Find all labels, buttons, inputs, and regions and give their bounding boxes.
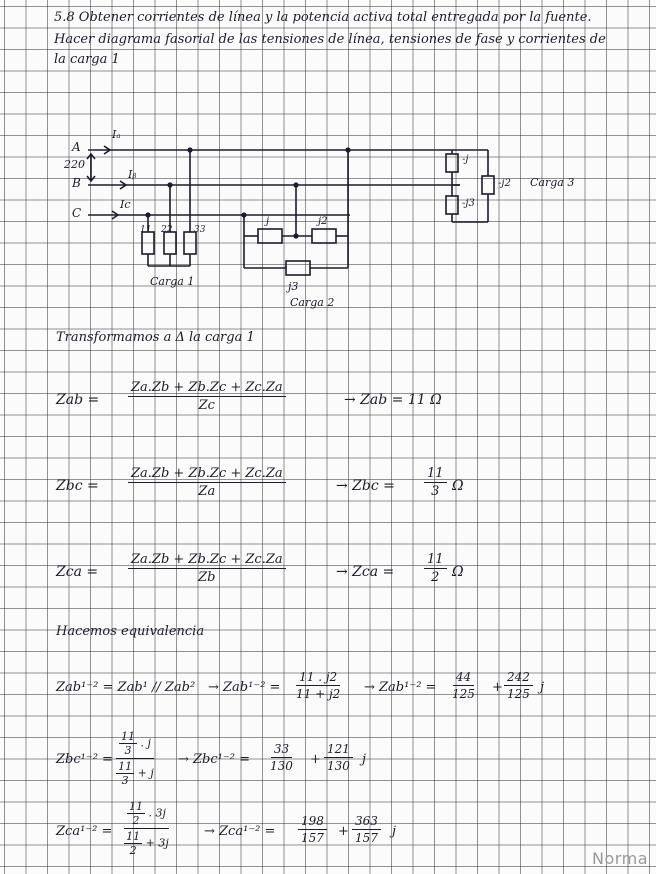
eq3-real-numerator: 198 — [298, 814, 327, 830]
eq2-denominator-row — [116, 759, 154, 787]
eq2-imag-denominator: 130 — [327, 759, 350, 773]
zab-numerator: Za.Zb + Zb.Zc + Zc.Za — [128, 380, 286, 397]
current-b-label: Iᵦ — [128, 168, 137, 181]
eq1-fraction — [296, 670, 340, 701]
eq3-lhs: Zca¹⁻² = — [56, 824, 113, 839]
eq2-imag-numerator: 121 — [324, 742, 353, 758]
eq2-real-denominator: 130 — [270, 759, 293, 773]
eq1-j: j — [540, 680, 545, 695]
eq1-numerator: 11 . j2 — [296, 670, 340, 686]
eq2-den-add: + j — [137, 766, 154, 780]
zab-denominator: Zc — [198, 398, 215, 413]
zca-result-numerator: 11 — [424, 552, 447, 569]
zbc-fraction — [128, 466, 286, 499]
load2-z1-label: j — [266, 216, 270, 227]
current-c-label: Ic — [120, 198, 131, 211]
eq1-arrow: → Zab¹⁻² = — [364, 680, 437, 695]
load1-z2-label: 22 — [161, 225, 173, 235]
eq3-plus: + — [338, 824, 349, 839]
eq3-den-bot: 2 — [129, 844, 137, 857]
zbc-denominator: Za — [198, 484, 216, 499]
eq2-den-top: 11 — [118, 760, 133, 773]
load1-z3-label: 33 — [194, 225, 206, 235]
section2-heading: Hacemos equivalencia — [56, 624, 205, 639]
zab-result: → Zab = 11 Ω — [344, 392, 442, 408]
circuit-diagram — [0, 0, 656, 330]
zca-denominator: Zb — [198, 570, 216, 585]
eq2-arrow: → Zbc¹⁻² = — [178, 752, 250, 767]
zbc-result-fraction — [424, 466, 447, 499]
load2-z3-label: j3 — [288, 280, 299, 293]
eq1-real-fraction — [452, 670, 475, 701]
eq1-imag-fraction — [504, 670, 533, 701]
eq1-plus: + — [492, 680, 503, 695]
eq2-plus: + — [310, 752, 321, 767]
eq1-imag-numerator: 242 — [504, 670, 533, 686]
watermark-logo: Norma — [592, 849, 648, 868]
eq2-num-mult: . j — [140, 736, 151, 750]
eq2-lhs: Zbc¹⁻² = — [56, 752, 113, 767]
zbc-unit: Ω — [452, 478, 464, 494]
load2-label: Carga 2 — [290, 296, 335, 309]
problem-line-3: la carga 1 — [54, 52, 120, 67]
load3-z3-label: -j2 — [498, 178, 511, 189]
eq1-lhs: Zab¹⁻² = Zab¹ // Zab² — [56, 680, 196, 695]
zbc-result-prefix: → Zbc = — [336, 478, 395, 494]
zbc-result-denominator: 3 — [431, 484, 440, 499]
node-b-label: B — [72, 176, 81, 190]
node-c-label: C — [72, 206, 82, 220]
load1-z1-label: 11 — [140, 225, 152, 235]
eq1-real-numerator: 44 — [453, 670, 474, 686]
eq3-j: j — [392, 824, 397, 839]
eq2-numerator-row — [116, 730, 154, 759]
node-a-label: A — [72, 140, 81, 154]
section1-heading: Transformamos a Δ la carga 1 — [56, 330, 255, 345]
zbc-result-numerator: 11 — [424, 466, 447, 483]
eq3-num-top: 11 — [129, 800, 143, 813]
eq2-numerator-inner-fraction — [119, 730, 137, 757]
zca-fraction — [128, 552, 286, 585]
eq1-real-denominator: 125 — [452, 687, 475, 701]
zca-result-fraction — [424, 552, 447, 585]
eq3-imag-numerator: 363 — [352, 814, 381, 830]
problem-line-2: Hacer diagrama fasorial de las tensiones de línea, tensiones de fase y corrientes de — [54, 32, 606, 47]
load3-label: Carga 3 — [530, 176, 575, 189]
eq2-real-numerator: 33 — [271, 742, 292, 758]
problem-line-1: 5.8 Obtener corrientes de línea y la potencia activa total entregada por la fuente. — [54, 10, 592, 25]
eq3-arrow: → Zca¹⁻² = — [204, 824, 276, 839]
zca-unit: Ω — [452, 564, 464, 580]
zca-result-prefix: → Zca = — [336, 564, 395, 580]
eq2-denominator-inner-fraction — [116, 760, 134, 787]
eq3-numerator-row — [124, 800, 169, 829]
eq1-denominator: 11 + j2 — [296, 687, 341, 701]
eq2-num-bot: 3 — [124, 744, 132, 757]
load2-z2-label: j2 — [318, 216, 328, 227]
zbc-lhs: Zbc = — [56, 478, 99, 494]
zab-fraction — [128, 380, 286, 413]
eq3-real-denominator: 157 — [301, 831, 324, 845]
load3-z1-label: -j — [462, 154, 469, 165]
eq2-imag-fraction — [324, 742, 353, 773]
load3-z2-label: -j3 — [462, 198, 475, 209]
current-a-label: Iₐ — [112, 128, 121, 141]
zbc-numerator: Za.Zb + Zb.Zc + Zc.Za — [128, 466, 286, 483]
eq2-fraction — [116, 730, 154, 787]
eq3-num-mult: . 3j — [148, 806, 166, 820]
eq2-num-top: 11 — [121, 730, 135, 743]
eq3-num-bot: 2 — [132, 814, 140, 827]
zca-numerator: Za.Zb + Zb.Zc + Zc.Za — [128, 552, 286, 569]
eq3-den-top: 11 — [126, 830, 141, 843]
zca-lhs: Zca = — [56, 564, 99, 580]
eq3-den-add: + 3j — [145, 836, 169, 850]
eq2-real-fraction — [270, 742, 293, 773]
eq3-denominator-row — [124, 829, 169, 857]
eq3-imag-denominator: 157 — [355, 831, 378, 845]
eq1-imag-denominator: 125 — [507, 687, 530, 701]
eq3-real-fraction — [298, 814, 327, 845]
eq3-imag-fraction — [352, 814, 381, 845]
eq3-numerator-inner-fraction — [127, 800, 145, 827]
eq3-denominator-inner-fraction — [124, 830, 142, 857]
zca-result-denominator: 2 — [431, 570, 440, 585]
eq3-fraction — [124, 800, 169, 857]
eq1-mid: → Zab¹⁻² = — [208, 680, 281, 695]
voltage-label: 220 — [64, 158, 85, 171]
eq2-den-bot: 3 — [121, 774, 129, 787]
zab-lhs: Zab = — [56, 392, 100, 408]
load1-label: Carga 1 — [150, 275, 195, 288]
eq2-j: j — [362, 752, 367, 767]
